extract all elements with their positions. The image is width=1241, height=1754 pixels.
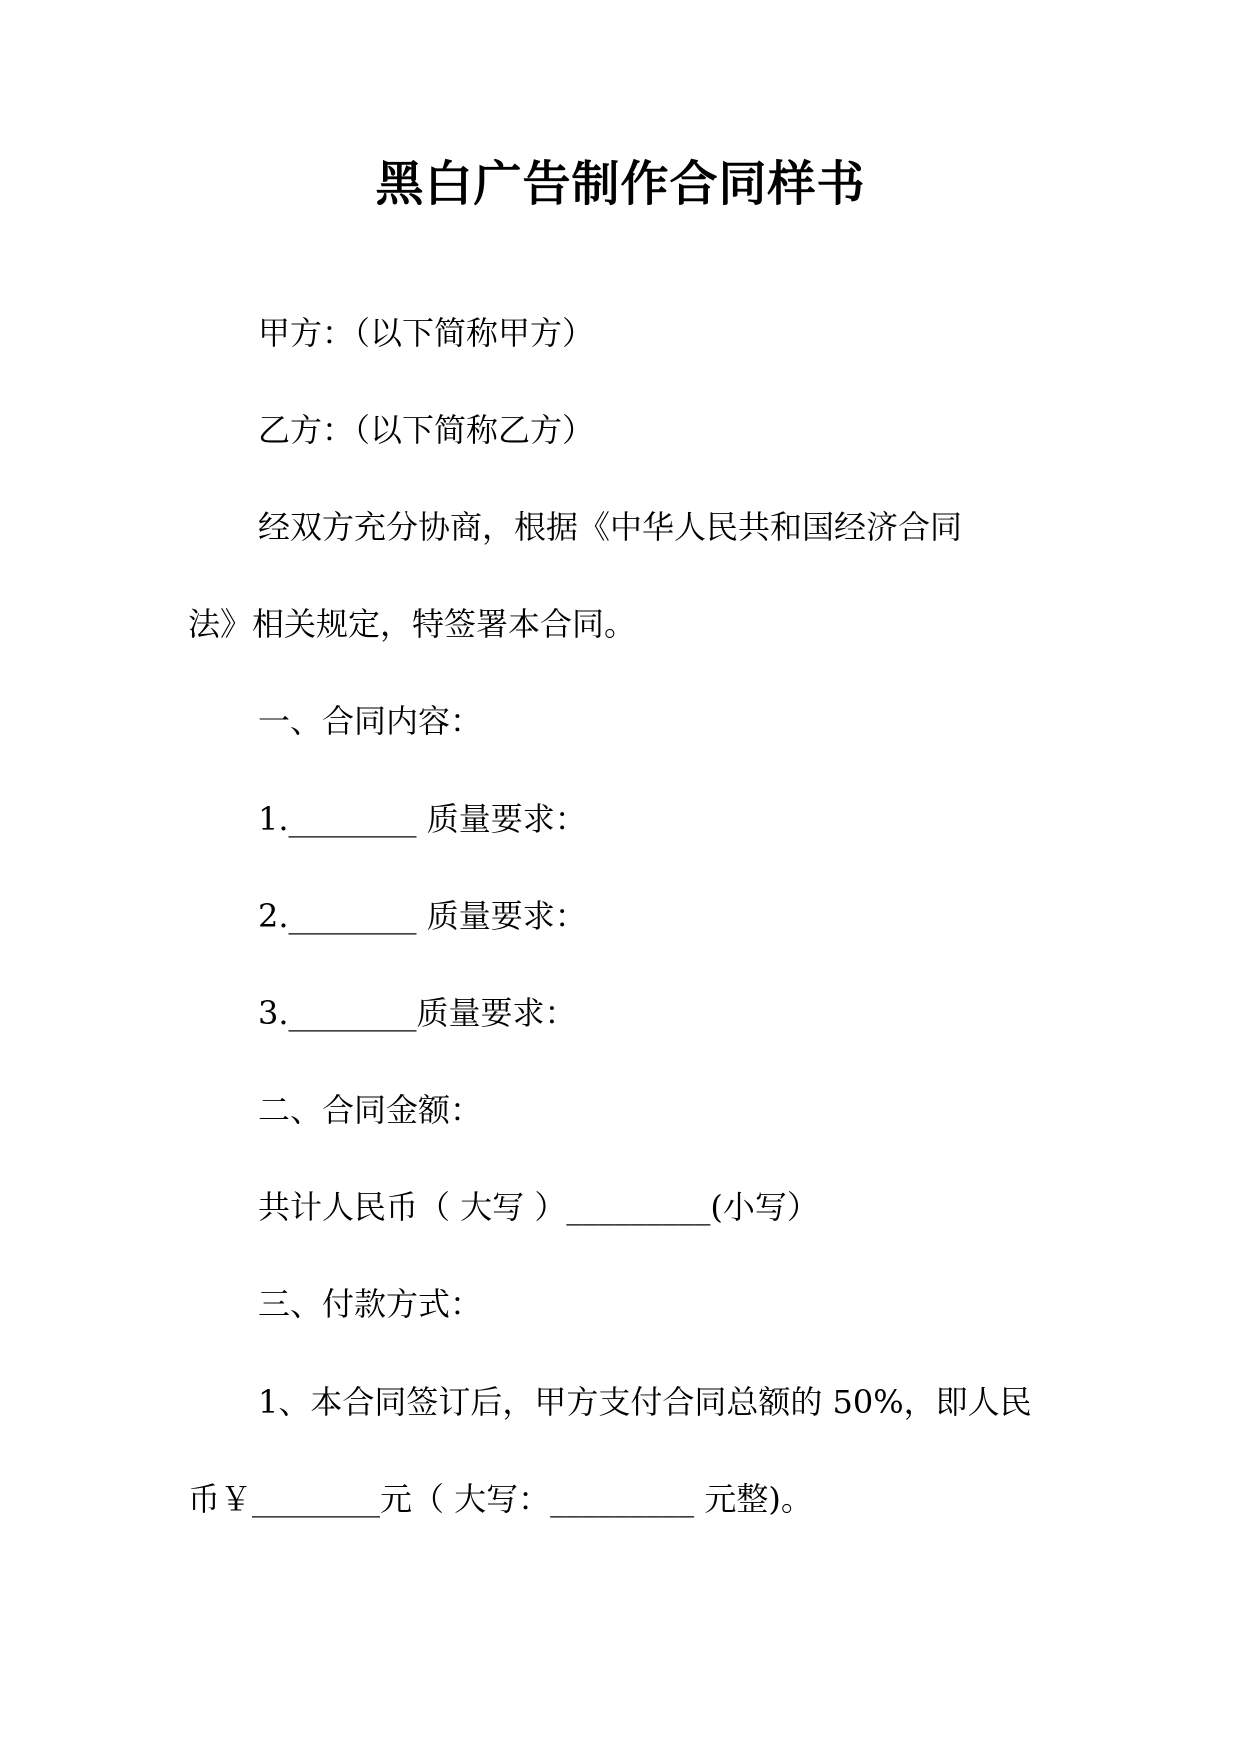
section-3-heading: 三、付款方式： bbox=[258, 1285, 483, 1323]
section-1-heading: 一、合同内容： bbox=[258, 702, 483, 740]
section-2-heading: 二、合同金额： bbox=[258, 1091, 483, 1129]
party-b-line: 乙方：（以下简称乙方） bbox=[258, 411, 595, 449]
payment-clause-line-2: 币￥________元（ 大写：_________ 元整)。 bbox=[188, 1480, 813, 1518]
preamble-line-1: 经双方充分协商，根据《中华人民共和国经济合同 bbox=[258, 508, 963, 546]
content-item-3: 3.________质量要求： bbox=[258, 994, 577, 1032]
content-item-1: 1.________ 质量要求： bbox=[258, 800, 587, 838]
content-item-2: 2.________ 质量要求： bbox=[258, 897, 587, 935]
preamble-line-2: 法》相关规定，特签署本合同。 bbox=[188, 605, 637, 643]
document-title: 黑白广告制作合同样书 bbox=[375, 156, 866, 212]
payment-clause-line-1: 1、本合同签订后，甲方支付合同总额的 50%，即人民 bbox=[258, 1383, 1032, 1421]
party-a-line: 甲方：（以下简称甲方） bbox=[258, 314, 595, 352]
total-amount-line: 共计人民币（ 大写 ）_________(小写） bbox=[258, 1188, 819, 1226]
